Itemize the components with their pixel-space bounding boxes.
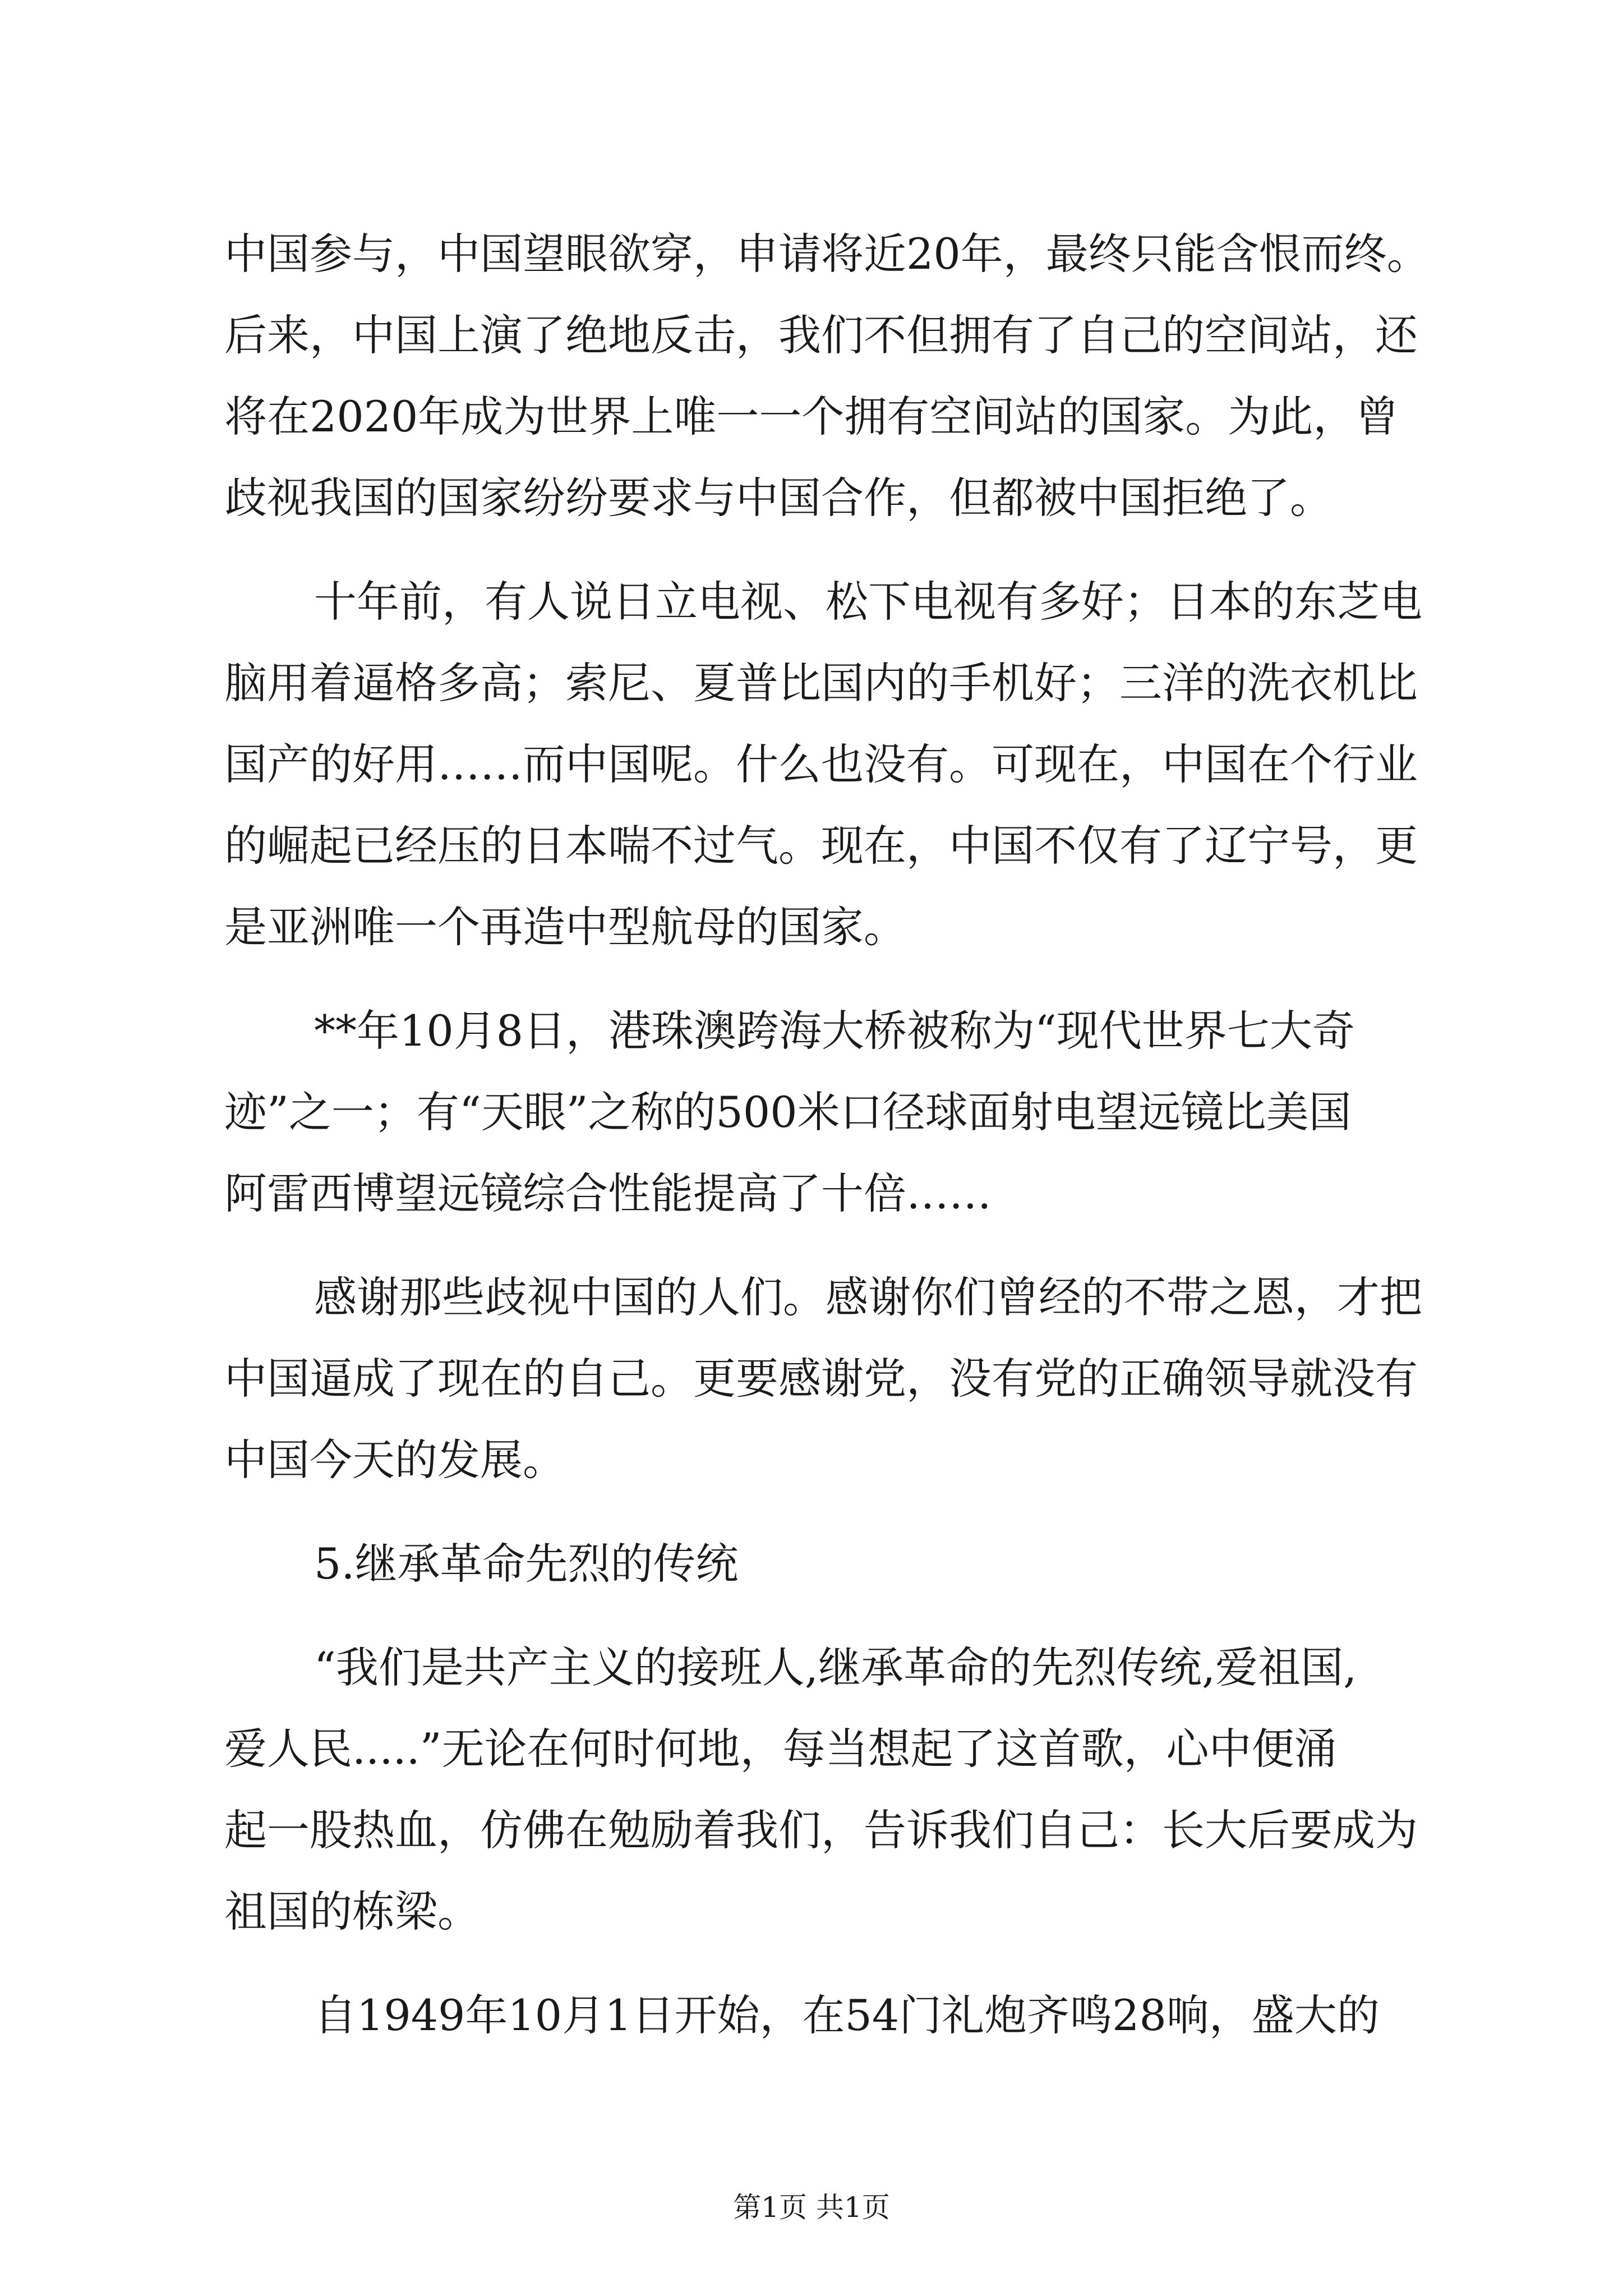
text-line: 的崛起已经压的日本喘不过气。现在，中国不仅有了辽宁号，更 — [224, 821, 1418, 871]
text-line: 中国参与，中国望眼欲穿，申请将近20年，最终只能含恨而终。 — [224, 229, 1430, 279]
page-number: 第1页 共1页 — [733, 2191, 890, 2224]
text-line: 爱人民.....”无论在何时何地，每当想起了这首歌，心中便涌 — [224, 1724, 1337, 1774]
text-line: 后来，中国上演了绝地反击，我们不但拥有了自己的空间站，还 — [224, 310, 1418, 360]
text-line: 起一股热血，仿佛在勉励着我们，告诉我们自己：长大后要成为 — [224, 1805, 1418, 1855]
text-line: “我们是共产主义的接班人,继承革命的先烈传统,爱祖国, — [314, 1642, 1357, 1692]
text-line: 中国今天的发展。 — [224, 1435, 565, 1485]
paragraph-2 — [224, 561, 1430, 968]
text-line: 感谢那些歧视中国的人们。感谢你们曾经的不带之恩，才把 — [314, 1272, 1422, 1322]
text-line: **年10月8日，港珠澳跨海大桥被称为“现代世界七大奇 — [314, 1006, 1355, 1056]
paragraph-4 — [224, 1257, 1430, 1501]
text-line: 十年前，有人说日立电视、松下电视有多好；日本的东芝电 — [314, 577, 1422, 627]
section-title: 5.继承革命先烈的传统 — [314, 1539, 739, 1589]
text-line: 国产的好用……而中国呢。什么也没有。可现在，中国在个行业 — [224, 739, 1418, 789]
text-line: 阿雷西博望远镜综合性能提高了十倍…… — [224, 1168, 992, 1218]
text-line: 是亚洲唯一个再造中型航母的国家。 — [224, 902, 906, 952]
text-line: 迹”之一；有“天眼”之称的500米口径球面射电望远镜比美国 — [224, 1087, 1352, 1137]
text-line: 自1949年10月1日开始，在54门礼炮齐鸣28响，盛大的 — [314, 1990, 1380, 2040]
paragraph-7 — [224, 1975, 1430, 2056]
paragraph-1 — [224, 213, 1430, 539]
document-body — [224, 213, 1430, 2056]
page-footer — [0, 2191, 1623, 2224]
paragraph-6 — [224, 1627, 1430, 1952]
paragraph-3 — [224, 990, 1430, 1234]
text-line: 将在2020年成为世界上唯一一个拥有空间站的国家。为此，曾 — [224, 392, 1399, 441]
text-line: 祖国的栋梁。 — [224, 1887, 480, 1936]
text-line: 脑用着逼格多高；索尼、夏普比国内的手机好；三洋的洗衣机比 — [224, 658, 1418, 708]
text-line: 歧视我国的国家纷纷要求与中国合作，但都被中国拒绝了。 — [224, 473, 1332, 523]
section-heading — [224, 1523, 1430, 1604]
text-line: 中国逼成了现在的自己。更要感谢党，没有党的正确领导就没有 — [224, 1354, 1418, 1404]
